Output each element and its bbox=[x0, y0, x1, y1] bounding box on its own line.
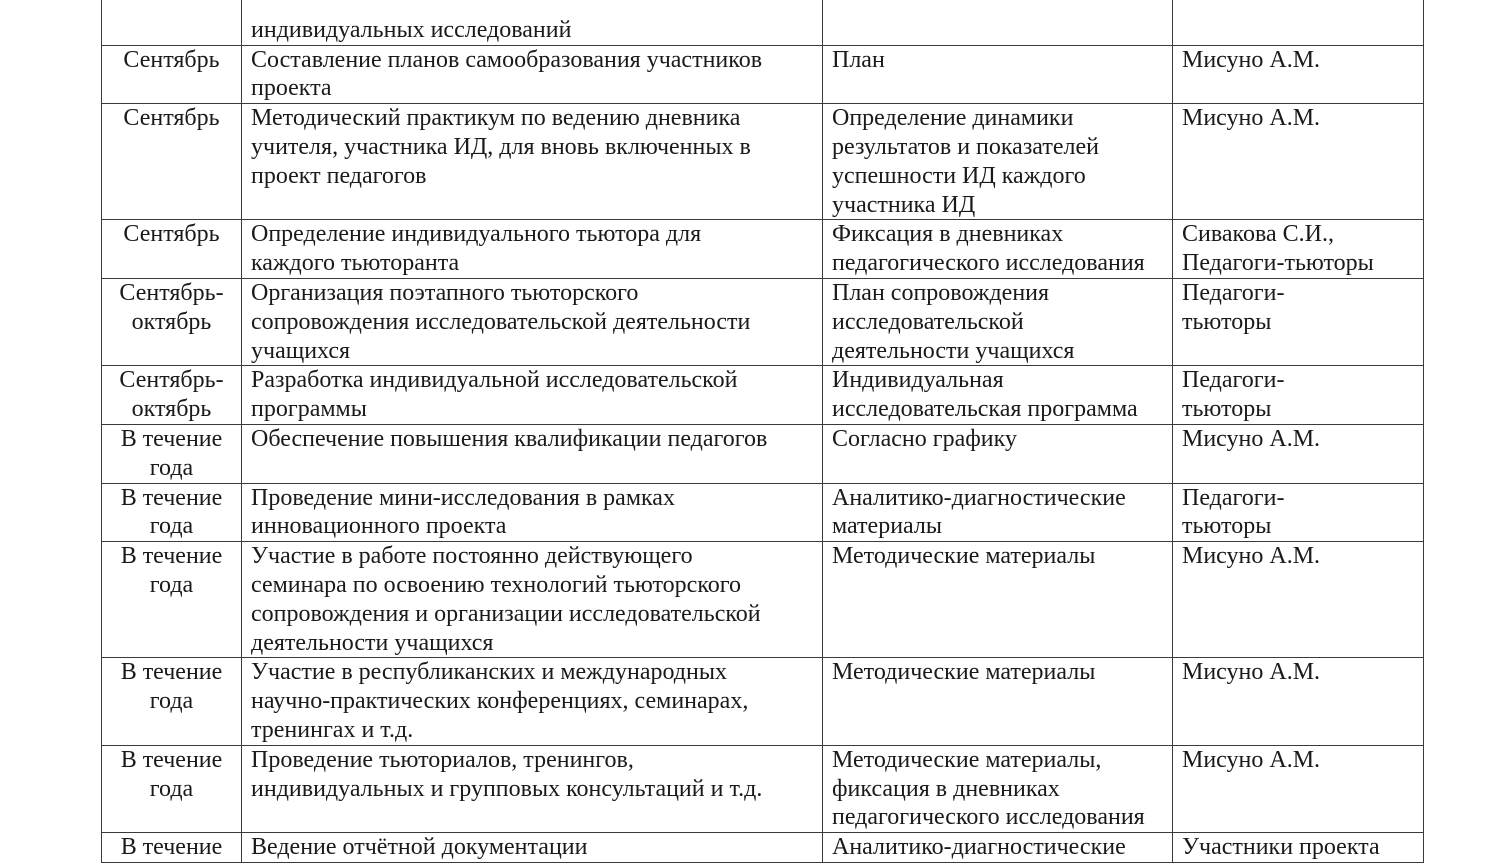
responsible-cell bbox=[1173, 220, 1424, 279]
activity-text-line: Разработка индивидуальной исследовательской bbox=[251, 367, 738, 394]
activity-cell bbox=[242, 278, 823, 365]
result-text-line: результатов и показателей bbox=[832, 133, 1099, 160]
result-text-line: Индивидуальная bbox=[832, 367, 1004, 394]
activity-text-line: семинара по освоению технологий тьюторского bbox=[251, 571, 742, 598]
date-text-line: В течение bbox=[120, 484, 223, 511]
activity-cell bbox=[242, 45, 823, 104]
date-cell bbox=[102, 542, 242, 658]
date-cell bbox=[102, 745, 242, 832]
date-text-line: года bbox=[149, 688, 194, 715]
date-cell bbox=[102, 366, 242, 425]
activity-text-line: научно-практических конференциях, семинарах, bbox=[251, 688, 749, 715]
date-text-line: В течение bbox=[120, 834, 223, 861]
table-row bbox=[102, 278, 1424, 365]
activity-text-line: Проведение мини-исследования в рамках bbox=[251, 484, 675, 511]
result-text-line: Методические материалы bbox=[832, 659, 1096, 686]
table-row bbox=[102, 483, 1424, 542]
date-text-line: В течение bbox=[120, 746, 223, 773]
responsible-text-line: Сивакова С.И., bbox=[1182, 221, 1334, 248]
activity-text-line: Определение индивидуального тьютора для bbox=[251, 221, 702, 248]
date-cell bbox=[102, 483, 242, 542]
responsible-text-line: Мисуно А.М. bbox=[1182, 543, 1321, 570]
activity-text-line: Организация поэтапного тьюторского bbox=[251, 279, 639, 306]
responsible-text-line: Педагоги- bbox=[1182, 367, 1285, 394]
table-row bbox=[102, 542, 1424, 658]
responsible-text-line: Мисуно А.М. bbox=[1182, 46, 1321, 73]
table-row bbox=[102, 104, 1424, 220]
date-cell bbox=[102, 0, 242, 45]
activity-text-line: деятельности учащихся bbox=[251, 629, 494, 656]
result-cell bbox=[823, 366, 1173, 425]
date-text-line: В течение bbox=[120, 659, 223, 686]
date-text-line: октябрь bbox=[131, 308, 212, 335]
responsible-cell bbox=[1173, 424, 1424, 483]
activity-text-line: Составление планов самообразования участников bbox=[251, 46, 763, 73]
result-cell bbox=[823, 483, 1173, 542]
responsible-cell bbox=[1173, 366, 1424, 425]
result-text-line: педагогического исследования bbox=[832, 804, 1145, 831]
date-text-line: Сентябрь bbox=[123, 46, 220, 73]
result-cell bbox=[823, 45, 1173, 104]
responsible-cell bbox=[1173, 483, 1424, 542]
activity-text-line: сопровождения исследовательской деятельности bbox=[251, 308, 751, 335]
result-cell bbox=[823, 542, 1173, 658]
result-text-line: Методические материалы, bbox=[832, 746, 1102, 773]
result-text-line: Аналитико-диагностические bbox=[832, 834, 1126, 861]
responsible-text-line: Педагоги- bbox=[1182, 484, 1285, 511]
date-cell bbox=[102, 833, 242, 863]
result-text-line: План bbox=[832, 46, 885, 73]
date-cell bbox=[102, 220, 242, 279]
responsible-text-line: тьюторы bbox=[1182, 513, 1272, 540]
date-text-line: Сентябрь- bbox=[119, 279, 224, 306]
responsible-text-line: Педагоги-тьюторы bbox=[1182, 250, 1374, 277]
activity-text-line: Участие в работе постоянно действующего bbox=[251, 543, 693, 570]
result-text-line: Фиксация в дневниках bbox=[832, 221, 1064, 248]
table-body bbox=[102, 0, 1424, 862]
result-text-line: деятельности учащихся bbox=[832, 337, 1075, 364]
table-row bbox=[102, 0, 1424, 45]
responsible-cell bbox=[1173, 745, 1424, 832]
table-row bbox=[102, 424, 1424, 483]
activity-text-line: учащихся bbox=[251, 337, 351, 364]
activity-text-line: Ведение отчётной документации bbox=[251, 834, 588, 861]
responsible-text-line: Участники проекта bbox=[1182, 834, 1380, 861]
result-cell bbox=[823, 658, 1173, 745]
date-text-line: года bbox=[149, 513, 194, 540]
activity-cell bbox=[242, 104, 823, 220]
date-text-line: октябрь bbox=[131, 396, 212, 423]
activity-text-line: проекта bbox=[251, 75, 332, 102]
table-row bbox=[102, 833, 1424, 863]
activity-cell bbox=[242, 658, 823, 745]
responsible-cell bbox=[1173, 542, 1424, 658]
result-text-line: успешности ИД каждого bbox=[832, 162, 1086, 189]
result-cell bbox=[823, 278, 1173, 365]
result-text-line: Согласно графику bbox=[832, 425, 1017, 452]
responsible-cell bbox=[1173, 104, 1424, 220]
responsible-text-line: Мисуно А.М. bbox=[1182, 746, 1321, 773]
activity-text-line: тренингах и т.д. bbox=[251, 716, 414, 743]
activity-cell bbox=[242, 0, 823, 45]
responsible-text-line: тьюторы bbox=[1182, 308, 1272, 335]
activity-text-line: индивидуальных и групповых консультаций и т.д. bbox=[251, 775, 763, 802]
activity-cell bbox=[242, 483, 823, 542]
date-cell bbox=[102, 45, 242, 104]
activity-cell bbox=[242, 366, 823, 425]
activity-cell bbox=[242, 220, 823, 279]
activity-text-line: Проведение тьюториалов, тренингов, bbox=[251, 746, 634, 773]
result-text-line: исследовательской bbox=[832, 308, 1024, 335]
result-cell bbox=[823, 833, 1173, 863]
result-text-line: участника ИД bbox=[832, 191, 976, 218]
activity-text-line: сопровождения и организации исследовательской bbox=[251, 600, 761, 627]
result-cell bbox=[823, 424, 1173, 483]
result-cell bbox=[823, 104, 1173, 220]
responsible-cell bbox=[1173, 278, 1424, 365]
date-text-line: Сентябрь- bbox=[119, 367, 224, 394]
activity-cell bbox=[242, 542, 823, 658]
activity-text-line: Обеспечение повышения квалификации педагогов bbox=[251, 425, 768, 452]
result-text-line: Определение динамики bbox=[832, 105, 1074, 132]
result-text-line: материалы bbox=[832, 513, 943, 540]
date-text-line: года bbox=[149, 775, 194, 802]
activity-text-line bbox=[251, 0, 814, 16]
responsible-cell bbox=[1173, 833, 1424, 863]
activity-text-line: проект педагогов bbox=[251, 162, 427, 189]
activity-plan-table bbox=[101, 0, 1424, 863]
result-text-line: педагогического исследования bbox=[832, 250, 1145, 277]
responsible-cell bbox=[1173, 0, 1424, 45]
activity-text-line: программы bbox=[251, 396, 367, 423]
result-text-line: Методические материалы bbox=[832, 543, 1096, 570]
table-row bbox=[102, 45, 1424, 104]
date-text-line: Сентябрь bbox=[123, 105, 220, 132]
responsible-text-line: тьюторы bbox=[1182, 396, 1272, 423]
result-text-line: Аналитико-диагностические bbox=[832, 484, 1126, 511]
activity-text-line: инновационного проекта bbox=[251, 513, 507, 540]
date-cell bbox=[102, 424, 242, 483]
date-cell bbox=[102, 104, 242, 220]
table-row bbox=[102, 220, 1424, 279]
activity-text-line: учителя, участника ИД, для вновь включенных в bbox=[251, 133, 751, 160]
date-text-line: В течение bbox=[120, 543, 223, 570]
responsible-text-line: Мисуно А.М. bbox=[1182, 105, 1321, 132]
date-text-line: года bbox=[149, 454, 194, 481]
date-text-line: Сентябрь bbox=[123, 221, 220, 248]
activity-text-line: индивидуальных исследований bbox=[251, 16, 572, 43]
result-cell bbox=[823, 745, 1173, 832]
date-text-line: В течение bbox=[120, 425, 223, 452]
result-cell bbox=[823, 220, 1173, 279]
activity-cell bbox=[242, 745, 823, 832]
result-text-line: План сопровождения bbox=[832, 279, 1050, 306]
responsible-text-line: Педагоги- bbox=[1182, 279, 1285, 306]
activity-text-line: каждого тьюторанта bbox=[251, 250, 460, 277]
responsible-cell bbox=[1173, 658, 1424, 745]
date-cell bbox=[102, 278, 242, 365]
result-cell bbox=[823, 0, 1173, 45]
responsible-text-line: Мисуно А.М. bbox=[1182, 425, 1321, 452]
result-text-line: исследовательская программа bbox=[832, 396, 1138, 423]
activity-cell bbox=[242, 833, 823, 863]
table-row bbox=[102, 658, 1424, 745]
table-row bbox=[102, 745, 1424, 832]
activity-text-line: Методический практикум по ведению дневника bbox=[251, 105, 741, 132]
responsible-cell bbox=[1173, 45, 1424, 104]
date-text-line: года bbox=[149, 571, 194, 598]
responsible-text-line: Мисуно А.М. bbox=[1182, 659, 1321, 686]
table-row bbox=[102, 366, 1424, 425]
activity-text-line: Участие в республиканских и международных bbox=[251, 659, 727, 686]
result-text-line: фиксация в дневниках bbox=[832, 775, 1060, 802]
activity-cell bbox=[242, 424, 823, 483]
date-cell bbox=[102, 658, 242, 745]
